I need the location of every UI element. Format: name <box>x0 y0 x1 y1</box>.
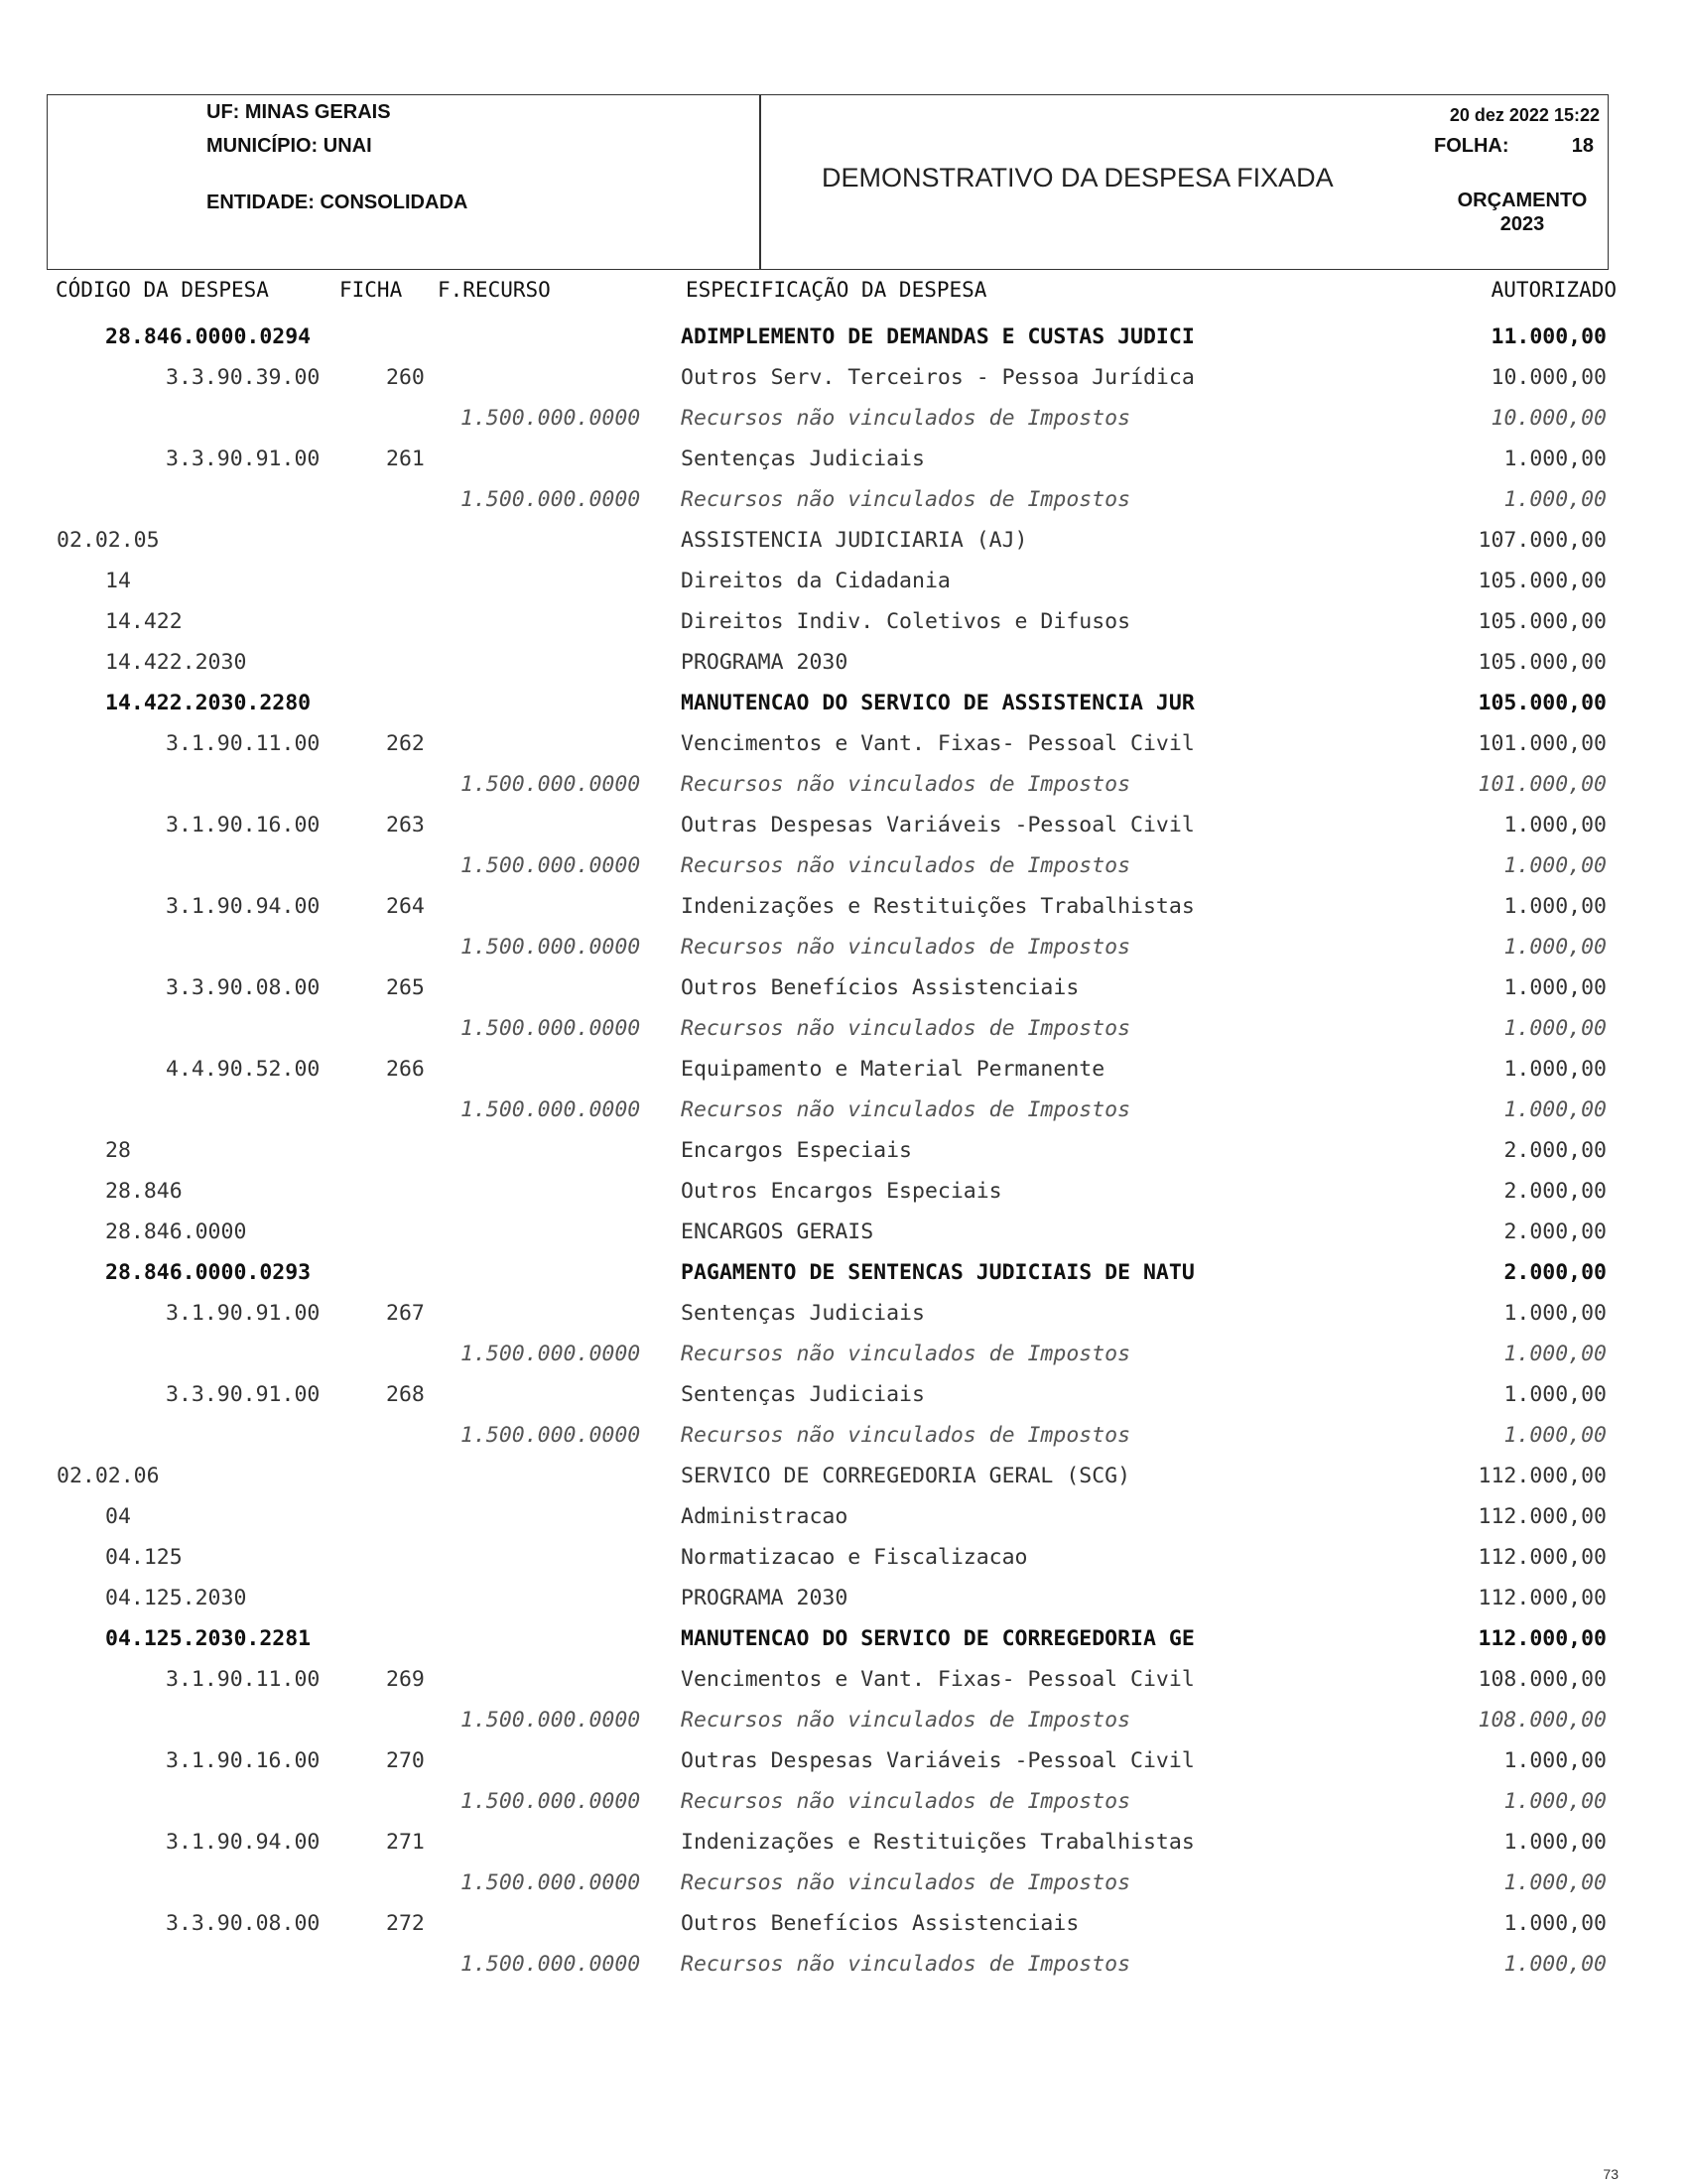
table-row <box>0 967 1688 1008</box>
fonte-recurso: 1.500.000.0000 <box>460 1423 641 1448</box>
expense-description: Outras Despesas Variáveis -Pessoal Civil <box>681 1748 1195 1773</box>
authorized-value: 108.000,00 <box>1478 1667 1607 1692</box>
authorized-value: 112.000,00 <box>1478 1626 1607 1651</box>
ficha-number: 265 <box>386 975 425 1000</box>
expense-code: 3.1.90.94.00 <box>166 894 321 919</box>
ficha-number: 260 <box>386 365 425 390</box>
authorized-value: 1.000,00 <box>1503 447 1607 471</box>
table-row <box>0 601 1688 642</box>
fonte-recurso: 1.500.000.0000 <box>460 1870 641 1895</box>
expense-code: 28.846 <box>105 1179 183 1204</box>
expense-description: Recursos não vinculados de Impostos <box>681 406 1131 431</box>
table-row <box>0 1578 1688 1618</box>
expense-description: Recursos não vinculados de Impostos <box>681 1952 1131 1977</box>
expense-code: 3.3.90.39.00 <box>166 365 321 390</box>
expense-code: 04.125.2030.2281 <box>105 1626 312 1651</box>
expense-code: 14.422.2030 <box>105 650 247 675</box>
expense-code: 3.3.90.91.00 <box>166 1382 321 1407</box>
table-row <box>0 1374 1688 1415</box>
ficha-number: 266 <box>386 1057 425 1082</box>
expense-description: Encargos Especiais <box>681 1138 912 1163</box>
expense-description: ASSISTENCIA JUDICIARIA (AJ) <box>681 528 1028 553</box>
col-fonte: F.RECURSO <box>438 278 551 302</box>
fonte-row <box>0 1008 1688 1049</box>
expense-description: Normatizacao e Fiscalizacao <box>681 1545 1028 1570</box>
authorized-value: 1.000,00 <box>1503 487 1607 512</box>
authorized-value: 1.000,00 <box>1503 1748 1607 1773</box>
expense-description: Recursos não vinculados de Impostos <box>681 1423 1131 1448</box>
ficha-number: 269 <box>386 1667 425 1692</box>
report-header <box>47 94 1609 270</box>
table-row <box>0 1171 1688 1212</box>
expense-description: Recursos não vinculados de Impostos <box>681 1708 1131 1733</box>
fonte-row <box>0 764 1688 805</box>
ficha-number: 261 <box>386 447 425 471</box>
expense-description: PROGRAMA 2030 <box>681 650 848 675</box>
fonte-row <box>0 479 1688 520</box>
fonte-row <box>0 398 1688 439</box>
fonte-row <box>0 927 1688 967</box>
expense-description: Recursos não vinculados de Impostos <box>681 853 1131 878</box>
authorized-value: 101.000,00 <box>1478 731 1607 756</box>
fonte-recurso: 1.500.000.0000 <box>460 853 641 878</box>
authorized-value: 1.000,00 <box>1503 853 1607 878</box>
expense-code: 4.4.90.52.00 <box>166 1057 321 1082</box>
authorized-value: 112.000,00 <box>1478 1545 1607 1570</box>
expense-description: Recursos não vinculados de Impostos <box>681 935 1131 960</box>
folha-label: FOLHA: <box>1434 135 1509 157</box>
table-row <box>0 357 1688 398</box>
authorized-value: 2.000,00 <box>1503 1220 1607 1244</box>
fonte-recurso: 1.500.000.0000 <box>460 1789 641 1814</box>
expense-description: Recursos não vinculados de Impostos <box>681 1870 1131 1895</box>
fonte-recurso: 1.500.000.0000 <box>460 772 641 797</box>
authorized-value: 1.000,00 <box>1503 1830 1607 1855</box>
authorized-value: 1.000,00 <box>1503 1382 1607 1407</box>
authorized-value: 1.000,00 <box>1503 1342 1607 1366</box>
authorized-value: 10.000,00 <box>1491 406 1607 431</box>
table-row <box>0 1496 1688 1537</box>
authorized-value: 2.000,00 <box>1503 1138 1607 1163</box>
table-row <box>0 1049 1688 1090</box>
fonte-row <box>0 1415 1688 1456</box>
expense-description: Equipamento e Material Permanente <box>681 1057 1105 1082</box>
expense-description: Vencimentos e Vant. Fixas- Pessoal Civil <box>681 1667 1195 1692</box>
authorized-value: 2.000,00 <box>1503 1260 1607 1285</box>
expense-description: Sentenças Judiciais <box>681 1382 925 1407</box>
fonte-recurso: 1.500.000.0000 <box>460 935 641 960</box>
uf-label: UF: MINAS GERAIS <box>206 101 391 123</box>
fonte-recurso: 1.500.000.0000 <box>460 1016 641 1041</box>
fonte-recurso: 1.500.000.0000 <box>460 487 641 512</box>
expense-code: 3.1.90.16.00 <box>166 813 321 837</box>
fonte-row <box>0 1090 1688 1130</box>
expense-code: 3.1.90.16.00 <box>166 1748 321 1773</box>
municipio-label: MUNICÍPIO: UNAI <box>206 135 372 157</box>
authorized-value: 1.000,00 <box>1503 1789 1607 1814</box>
authorized-value: 105.000,00 <box>1478 609 1607 634</box>
expense-code: 04.125.2030 <box>105 1586 247 1610</box>
entidade-label: ENTIDADE: CONSOLIDADA <box>206 192 468 213</box>
table-row <box>0 683 1688 723</box>
expense-code: 14.422 <box>105 609 183 634</box>
fonte-row <box>0 1944 1688 1985</box>
expense-code: 04.125 <box>105 1545 183 1570</box>
page-number: 73 <box>1603 2166 1619 2182</box>
table-row <box>0 1822 1688 1863</box>
col-ficha: FICHA <box>339 278 403 302</box>
table-row <box>0 1618 1688 1659</box>
expense-code: 28.846.0000 <box>105 1220 247 1244</box>
authorized-value: 1.000,00 <box>1503 1097 1607 1122</box>
expense-description: Recursos não vinculados de Impostos <box>681 1342 1131 1366</box>
orcamento-block <box>1447 189 1598 236</box>
report-datetime: 20 dez 2022 15:22 <box>1449 105 1600 125</box>
authorized-value: 112.000,00 <box>1478 1504 1607 1529</box>
authorized-value: 1.000,00 <box>1503 1016 1607 1041</box>
expense-code: 14.422.2030.2280 <box>105 691 312 715</box>
table-row <box>0 1212 1688 1252</box>
expense-description: Outros Benefícios Assistenciais <box>681 975 1080 1000</box>
report-title: DEMONSTRATIVO DA DESPESA FIXADA <box>822 163 1334 193</box>
authorized-value: 1.000,00 <box>1503 1870 1607 1895</box>
expense-description: Vencimentos e Vant. Fixas- Pessoal Civil <box>681 731 1195 756</box>
expense-description: Direitos Indiv. Coletivos e Difusos <box>681 609 1131 634</box>
fonte-row <box>0 1863 1688 1903</box>
table-row <box>0 1903 1688 1944</box>
expense-description: Direitos da Cidadania <box>681 569 951 593</box>
table-row <box>0 317 1688 357</box>
table-row <box>0 805 1688 845</box>
expense-code: 3.1.90.11.00 <box>166 1667 321 1692</box>
table-row <box>0 886 1688 927</box>
table-row <box>0 723 1688 764</box>
authorized-value: 1.000,00 <box>1503 813 1607 837</box>
expense-code: 3.1.90.94.00 <box>166 1830 321 1855</box>
expense-description: Sentenças Judiciais <box>681 1301 925 1326</box>
ficha-number: 264 <box>386 894 425 919</box>
expense-description: PAGAMENTO DE SENTENCAS JUDICIAIS DE NATU <box>681 1260 1195 1285</box>
ficha-number: 263 <box>386 813 425 837</box>
authorized-value: 1.000,00 <box>1503 1952 1607 1977</box>
expense-description: SERVICO DE CORREGEDORIA GERAL (SCG) <box>681 1464 1131 1488</box>
expense-description: MANUTENCAO DO SERVICO DE ASSISTENCIA JUR <box>681 691 1195 715</box>
expense-description: Outros Benefícios Assistenciais <box>681 1911 1080 1936</box>
orcamento-year: 2023 <box>1499 213 1545 235</box>
expense-table <box>0 317 1688 1985</box>
authorized-value: 105.000,00 <box>1478 569 1607 593</box>
authorized-value: 105.000,00 <box>1478 650 1607 675</box>
expense-description: Recursos não vinculados de Impostos <box>681 772 1131 797</box>
fonte-recurso: 1.500.000.0000 <box>460 1342 641 1366</box>
expense-description: Recursos não vinculados de Impostos <box>681 1789 1131 1814</box>
expense-code: 28.846.0000.0294 <box>105 324 312 349</box>
authorized-value: 1.000,00 <box>1503 1057 1607 1082</box>
col-especificacao: ESPECIFICAÇÃO DA DESPESA <box>686 278 987 302</box>
fonte-row <box>0 1781 1688 1822</box>
ficha-number: 267 <box>386 1301 425 1326</box>
ficha-number: 271 <box>386 1830 425 1855</box>
table-row <box>0 1252 1688 1293</box>
table-row <box>0 520 1688 561</box>
authorized-value: 107.000,00 <box>1478 528 1607 553</box>
fonte-recurso: 1.500.000.0000 <box>460 1952 641 1977</box>
expense-description: Indenizações e Restituições Trabalhistas <box>681 894 1195 919</box>
orcamento-label: ORÇAMENTO <box>1457 190 1588 211</box>
expense-code: 02.02.06 <box>57 1464 160 1488</box>
table-row <box>0 1130 1688 1171</box>
table-row <box>0 439 1688 479</box>
table-row <box>0 561 1688 601</box>
expense-description: Outros Encargos Especiais <box>681 1179 1002 1204</box>
header-divider <box>759 95 761 269</box>
authorized-value: 112.000,00 <box>1478 1464 1607 1488</box>
table-row <box>0 1659 1688 1700</box>
fonte-recurso: 1.500.000.0000 <box>460 1097 641 1122</box>
expense-code: 28.846.0000.0293 <box>105 1260 312 1285</box>
expense-code: 3.3.90.08.00 <box>166 1911 321 1936</box>
expense-code: 3.1.90.91.00 <box>166 1301 321 1326</box>
authorized-value: 1.000,00 <box>1503 1301 1607 1326</box>
col-autorizado: AUTORIZADO <box>1491 278 1617 302</box>
authorized-value: 101.000,00 <box>1478 772 1607 797</box>
expense-description: Recursos não vinculados de Impostos <box>681 487 1131 512</box>
expense-description: MANUTENCAO DO SERVICO DE CORREGEDORIA GE <box>681 1626 1195 1651</box>
expense-code: 04 <box>105 1504 131 1529</box>
expense-description: ENCARGOS GERAIS <box>681 1220 874 1244</box>
table-row <box>0 1456 1688 1496</box>
expense-description: Indenizações e Restituições Trabalhistas <box>681 1830 1195 1855</box>
authorized-value: 11.000,00 <box>1491 324 1607 349</box>
expense-description: Recursos não vinculados de Impostos <box>681 1016 1131 1041</box>
expense-description: PROGRAMA 2030 <box>681 1586 848 1610</box>
expense-description: Outras Despesas Variáveis -Pessoal Civil <box>681 813 1195 837</box>
fonte-row <box>0 1700 1688 1740</box>
folha-value: 18 <box>1571 135 1594 157</box>
fonte-recurso: 1.500.000.0000 <box>460 1708 641 1733</box>
table-row <box>0 1293 1688 1334</box>
table-row <box>0 1537 1688 1578</box>
authorized-value: 1.000,00 <box>1503 1911 1607 1936</box>
table-row <box>0 642 1688 683</box>
authorized-value: 2.000,00 <box>1503 1179 1607 1204</box>
col-codigo: CÓDIGO DA DESPESA <box>56 278 269 302</box>
expense-description: Outros Serv. Terceiros - Pessoa Jurídica <box>681 365 1195 390</box>
authorized-value: 1.000,00 <box>1503 975 1607 1000</box>
expense-code: 3.3.90.08.00 <box>166 975 321 1000</box>
expense-code: 3.3.90.91.00 <box>166 447 321 471</box>
expense-code: 3.1.90.11.00 <box>166 731 321 756</box>
authorized-value: 105.000,00 <box>1478 691 1607 715</box>
table-row <box>0 1740 1688 1781</box>
expense-code: 02.02.05 <box>57 528 160 553</box>
authorized-value: 10.000,00 <box>1491 365 1607 390</box>
authorized-value: 112.000,00 <box>1478 1586 1607 1610</box>
expense-description: ADIMPLEMENTO DE DEMANDAS E CUSTAS JUDICI <box>681 324 1195 349</box>
expense-description: Sentenças Judiciais <box>681 447 925 471</box>
ficha-number: 268 <box>386 1382 425 1407</box>
authorized-value: 1.000,00 <box>1503 1423 1607 1448</box>
expense-code: 14 <box>105 569 131 593</box>
fonte-recurso: 1.500.000.0000 <box>460 406 641 431</box>
fonte-row <box>0 845 1688 886</box>
ficha-number: 270 <box>386 1748 425 1773</box>
expense-code: 28 <box>105 1138 131 1163</box>
ficha-number: 262 <box>386 731 425 756</box>
ficha-number: 272 <box>386 1911 425 1936</box>
fonte-row <box>0 1334 1688 1374</box>
expense-description: Administracao <box>681 1504 848 1529</box>
authorized-value: 1.000,00 <box>1503 894 1607 919</box>
authorized-value: 108.000,00 <box>1478 1708 1607 1733</box>
expense-description: Recursos não vinculados de Impostos <box>681 1097 1131 1122</box>
authorized-value: 1.000,00 <box>1503 935 1607 960</box>
